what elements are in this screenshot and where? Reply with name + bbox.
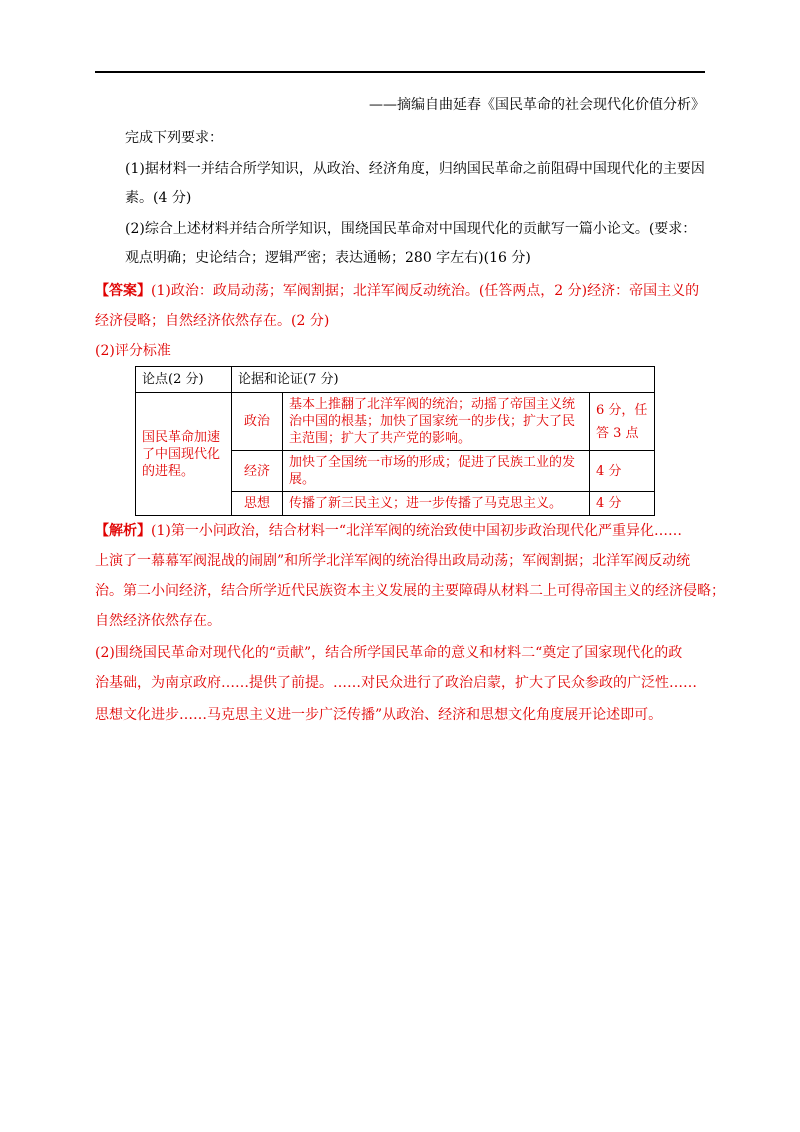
question-2-line-1: (2)综合上述材料并结合所学知识，围绕国民革命对中国现代化的贡献写一篇小论文。(要求： [125,221,697,237]
analysis-line-1 [95,521,682,541]
header-point: 论点(2 分) [136,367,232,393]
source-citation: ——摘编自曲延春《国民革命的社会现代化价值分析》 [369,97,705,113]
answer-line-2: 经济侵略；自然经济依然存在。(2 分) [95,313,330,329]
content-cell: 加快了全国统一市场的形成；促进了民族工业的发展。 [283,451,590,492]
point-cell: 国民革命加速了中国现代化的进程。 [136,393,232,516]
score-cell: 4 分 [590,492,655,516]
grading-table-header [136,367,655,393]
grading-standard-label: (2)评分标准 [95,343,171,359]
aspect-cell: 政治 [232,393,283,451]
answer-tag: 【答案】 [95,283,151,299]
question-2-line-2: 观点明确；史论结合；逻辑严密；表达通畅；280 字左右)(16 分) [125,250,531,266]
analysis-tag: 【解析】 [95,523,151,539]
analysis-line-4: 自然经济依然存在。 [95,613,221,629]
analysis-line-3: 治。第二小问经济，结合所学近代民族资本主义发展的主要障碍从材料二上可得帝国主义的经济侵略； [95,583,725,599]
question-1-line-2: 素。(4 分) [125,190,192,206]
table-row [136,393,655,451]
aspect-cell: 经济 [232,451,283,492]
top-rule [95,71,705,73]
grading-table [135,366,655,516]
analysis-line-7: 思想文化进步……马克思主义进一步广泛传播”从政治、经济和思想文化角度展开论述即可。 [95,707,663,723]
analysis-text-1: (1)第一小问政治，结合材料一“北洋军阀的统治致使中国初步政治现代化严重异化…… [151,523,682,539]
analysis-line-2: 上演了一幕幕军阀混战的闹剧”和所学北洋军阀的统治得出政局动荡；军阀割据；北洋军阀反动统 [95,553,691,569]
content-cell: 传播了新三民主义；进一步传播了马克思主义。 [283,492,590,516]
aspect-cell: 思想 [232,492,283,516]
question-1-line-1: (1)据材料一并结合所学知识，从政治、经济角度，归纳国民革命之前阻碍中国现代化的主要因 [125,161,705,177]
analysis-line-6: 治基础，为南京政府……提供了前提。……对民众进行了政治启蒙，扩大了民众参政的广泛性…… [95,675,697,691]
content-cell: 基本上推翻了北洋军阀的统治；动摇了帝国主义统治中国的根基；加快了国家统一的步伐；扩大了民主范围；扩大了共产党的影响。 [283,393,590,451]
score-cell: 6 分，任答 3 点 [590,393,655,451]
header-argument: 论据和论证(7 分) [232,367,655,393]
answer-text-1: (1)政治：政局动荡；军阀割据；北洋军阀反动统治。(任答两点，2 分)经济：帝国主义的 [151,283,700,299]
score-cell: 4 分 [590,451,655,492]
answer-line-1 [95,281,699,301]
analysis-line-5: (2)围绕国民革命对现代化的“贡献”，结合所学国民革命的意义和材料二“奠定了国家现代化的政 [95,645,683,661]
instructions-intro: 完成下列要求： [125,130,223,146]
